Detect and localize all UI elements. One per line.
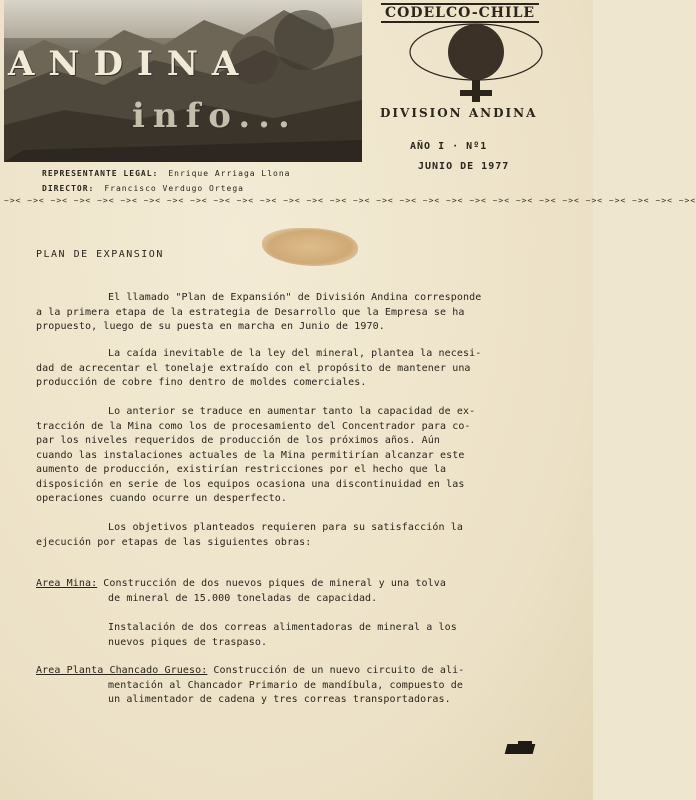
paragraph-4 [36,521,463,550]
continuation-mark-tip [518,741,532,746]
publisher-name: CODELCO-CHILE [381,3,539,23]
text-line: El llamado "Plan de Expansión" de División Andina corresponde [108,292,482,303]
text-line: tracción de la Mina como los de procesamiento del Concentrador para co- [36,420,471,432]
text-line: un alimentador de cadena y tres correas transportadoras. [108,694,451,705]
text-line: ejecución por etapas de las siguientes obras: [36,536,312,548]
legal-representative [42,169,290,178]
paragraph-1 [36,291,481,335]
text-line: producción de cobre fino dentro de moldes comerciales. [36,377,367,388]
director [42,184,244,193]
paragraph-3 [36,405,475,507]
text-line: cuando las instalaciones actuales de la Mina permitirían alcanzar este [36,449,465,461]
ornamental-divider: ~>< ~>< ~>< ~>< ~>< ~>< ~>< ~>< ~>< ~>< ~>< ~>< ~>< ~>< ~>< ~>< ~>< ~>< ~>< ~>< ~>< ~>< ~>< ~>< ~>< ~>< ~>< ~>< ~>< ~>< [4,196,696,205]
legal-rep-name: Enrique Arriaga Llona [168,169,291,178]
text-line: mentación al Chancador Primario de mandíbula, compuesto de [108,679,463,691]
mountain-photo [4,0,362,162]
text-line: a la primera etapa de la estrategia de Desarrollo que la Empresa se ha [36,306,465,318]
area-planta-item [36,664,464,708]
article-title: PLAN DE EXPANSION [36,249,164,260]
director-label: DIRECTOR: [42,184,95,193]
paragraph-2 [36,347,481,391]
text-line: Construcción de dos nuevos piques de mineral y una tolva [103,578,446,589]
text-line: Los objetivos planteados requieren para su satisfacción la [108,522,463,533]
text-line: propuesto, luego de su puesta en marcha en Junio de 1970. [36,321,385,332]
issue-date: JUNIO DE 1977 [418,161,510,172]
area-planta-label: Area Planta Chancado Grueso: [36,665,208,676]
paper-stain [262,228,358,266]
issue-number: AÑO I · Nº1 [410,141,488,152]
area-mina-label: Area Mina: [36,578,98,589]
masthead-subtitle: info... [132,96,298,136]
codelco-logo-icon [408,22,544,108]
text-line: aumento de producción, existirían restricciones por el hecho que la [36,464,447,475]
text-line: par los niveles requeridos de producción de los próximos años. Aún [36,435,440,446]
text-line: disposición en serie de los equipos ocasiona una discontinuidad en las [36,478,465,490]
area-mina-item [36,577,446,606]
text-line: Instalación de dos correas alimentadoras de mineral a los [108,622,457,633]
text-line: Lo anterior se traduce en aumentar tanto la capacidad de ex- [108,406,476,417]
text-line: nuevos piques de traspaso. [108,636,268,648]
legal-rep-label: REPRESENTANTE LEGAL: [42,169,159,178]
text-line: de mineral de 15.000 toneladas de capacidad. [108,592,378,604]
text-line: Construcción de un nuevo circuito de ali- [213,665,465,676]
director-name: Francisco Verdugo Ortega [104,184,244,193]
masthead-title: ANDINA [8,44,253,84]
text-line: operaciones cuando ocurre un desperfecto. [36,493,287,504]
area-mina-extra [108,621,457,650]
text-line: dad de acrecentar el tonelaje extraído con el propósito de mantener una [36,362,471,374]
text-line: La caída inevitable de la ley del mineral, plantea la necesi- [108,348,482,359]
division-name: DIVISION ANDINA [380,106,538,120]
